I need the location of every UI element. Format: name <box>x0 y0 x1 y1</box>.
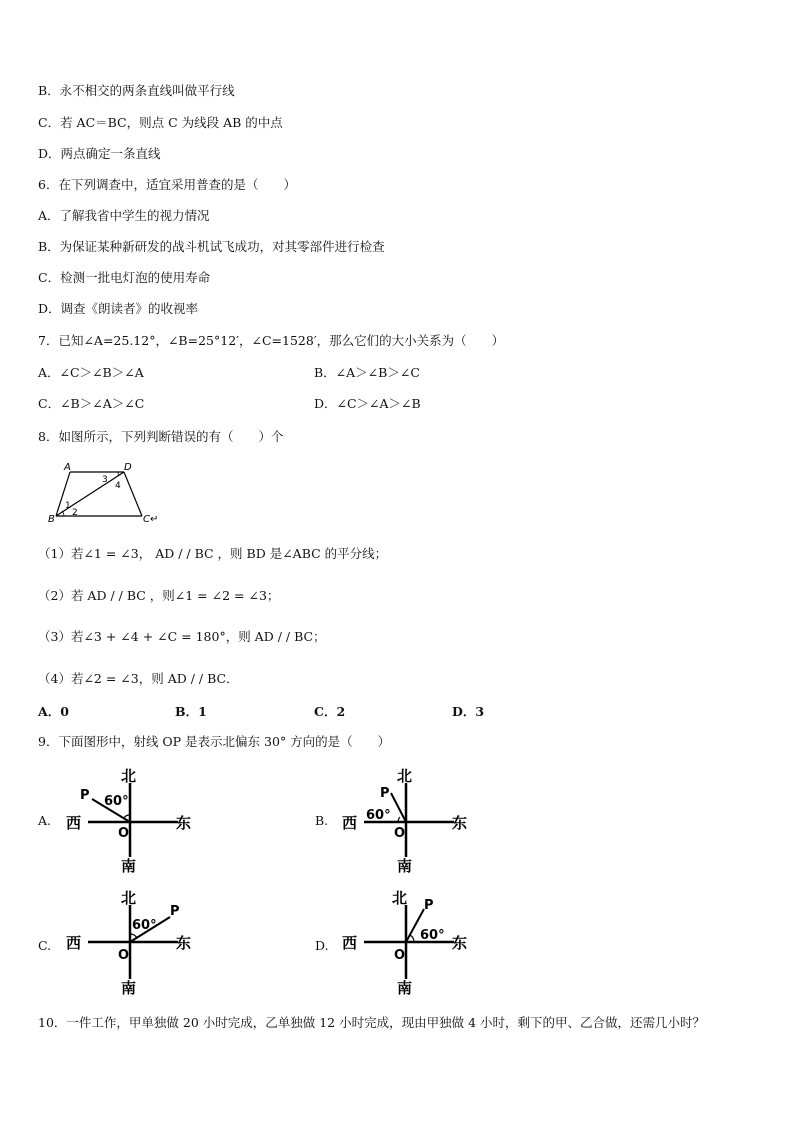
q6-option-a: A．了解我省中学生的视力情况 <box>38 208 210 223</box>
south-label: 南 <box>397 979 413 997</box>
q9-compass-a <box>60 765 200 875</box>
east-label: 东 <box>176 814 192 832</box>
q7-stem: 7．已知∠A=25.12°，∠B=25°12′，∠C=1528′，那么它们的大小关系为（ ） <box>38 333 505 348</box>
origin-label: O <box>118 948 130 963</box>
north-label: 北 <box>121 889 137 907</box>
q8-statement-1: （1）若∠1 = ∠3， AD / / BC ，则 BD 是∠ABC 的平分线； <box>38 546 388 561</box>
q7-option-d: D．∠C＞∠A＞∠B <box>314 396 421 411</box>
q9-option-c-label: C. <box>38 938 52 953</box>
q9-option-a-label: A. <box>38 813 52 828</box>
vertex-b-label: B <box>48 514 55 525</box>
q8-statement-4: （4）若∠2 = ∠3，则 AD / / BC． <box>38 671 239 686</box>
q7-option-c: C．∠B＞∠A＞∠C <box>38 396 145 411</box>
origin-label: O <box>118 826 130 841</box>
west-label: 西 <box>342 934 358 952</box>
q10-stem: 10．一件工作，甲单独做 20 小时完成，乙单独做 12 小时完成，现由甲独做 4 小时，剩下的甲、乙合做，还需几小时？ <box>38 1015 706 1030</box>
trapezoid-side-dc <box>124 472 142 516</box>
point-p-label: P <box>170 904 180 919</box>
q9-option-d-label: D. <box>315 938 329 953</box>
west-label: 西 <box>342 814 358 832</box>
q6-option-b: B．为保证某种新研发的战斗机试飞成功，对其零部件进行检查 <box>38 239 385 254</box>
q8-option-b: B．1 <box>175 704 207 719</box>
angle-2-label: 2 <box>72 508 78 518</box>
north-label: 北 <box>121 767 137 785</box>
angle-1-label: 1 <box>65 501 71 511</box>
q7-option-b: B．∠A＞∠B＞∠C <box>314 365 420 380</box>
west-label: 西 <box>66 934 82 952</box>
point-p-label: P <box>380 786 390 801</box>
q6-option-c: C．检测一批电灯泡的使用寿命 <box>38 270 211 285</box>
vertex-c-label: C↵ <box>143 514 159 525</box>
q7-option-a: A．∠C＞∠B＞∠A <box>38 365 144 380</box>
q9-compass-b <box>336 765 476 875</box>
angle-label: 60° <box>366 808 391 823</box>
q5-option-d: D．两点确定一条直线 <box>38 146 161 161</box>
q9-stem: 9．下面图形中，射线 OP 是表示北偏东 30° 方向的是（ ） <box>38 734 391 749</box>
point-p-label: P <box>424 898 434 913</box>
q8-option-d: D．3 <box>452 704 485 719</box>
q6-option-d: D．调查《朗读者》的收视率 <box>38 301 199 316</box>
vertex-d-label: D <box>124 462 132 473</box>
q8-statement-3: （3）若∠3 + ∠4 + ∠C = 180°，则 AD / / BC； <box>38 629 326 644</box>
south-label: 南 <box>397 857 413 875</box>
q8-option-a: A．0 <box>38 704 69 719</box>
q8-trapezoid-figure <box>46 458 176 528</box>
angle-label: 60° <box>420 928 445 943</box>
east-label: 东 <box>452 814 468 832</box>
q8-option-c: C．2 <box>314 704 346 719</box>
angle-3-label: 3 <box>102 475 108 485</box>
q5-option-b: B．永不相交的两条直线叫做平行线 <box>38 83 235 98</box>
angle-label: 60° <box>132 918 157 933</box>
q9-compass-c <box>60 887 200 997</box>
east-label: 东 <box>176 934 192 952</box>
q9-compass-d <box>336 887 476 997</box>
q6-stem: 6．在下列调查中，适宜采用普查的是（ ） <box>38 177 296 192</box>
origin-label: O <box>394 826 406 841</box>
angle-label: 60° <box>104 794 129 809</box>
q8-statement-2: （2）若 AD / / BC ，则∠1 = ∠2 = ∠3； <box>38 588 280 603</box>
q9-option-b-label: B. <box>315 813 329 828</box>
q8-stem: 8．如图所示，下列判断错误的有（ ）个 <box>38 429 284 444</box>
south-label: 南 <box>121 857 137 875</box>
north-label: 北 <box>392 889 408 907</box>
point-p-label: P <box>80 788 90 803</box>
origin-label: O <box>394 948 406 963</box>
vertex-a-label: A <box>64 462 71 473</box>
east-label: 东 <box>452 934 468 952</box>
angle-4-label: 4 <box>115 481 121 491</box>
west-label: 西 <box>66 814 82 832</box>
ray-op <box>391 793 406 822</box>
north-label: 北 <box>397 767 413 785</box>
south-label: 南 <box>121 979 137 997</box>
q5-option-c: C．若 AC＝BC，则点 C 为线段 AB 的中点 <box>38 115 283 130</box>
